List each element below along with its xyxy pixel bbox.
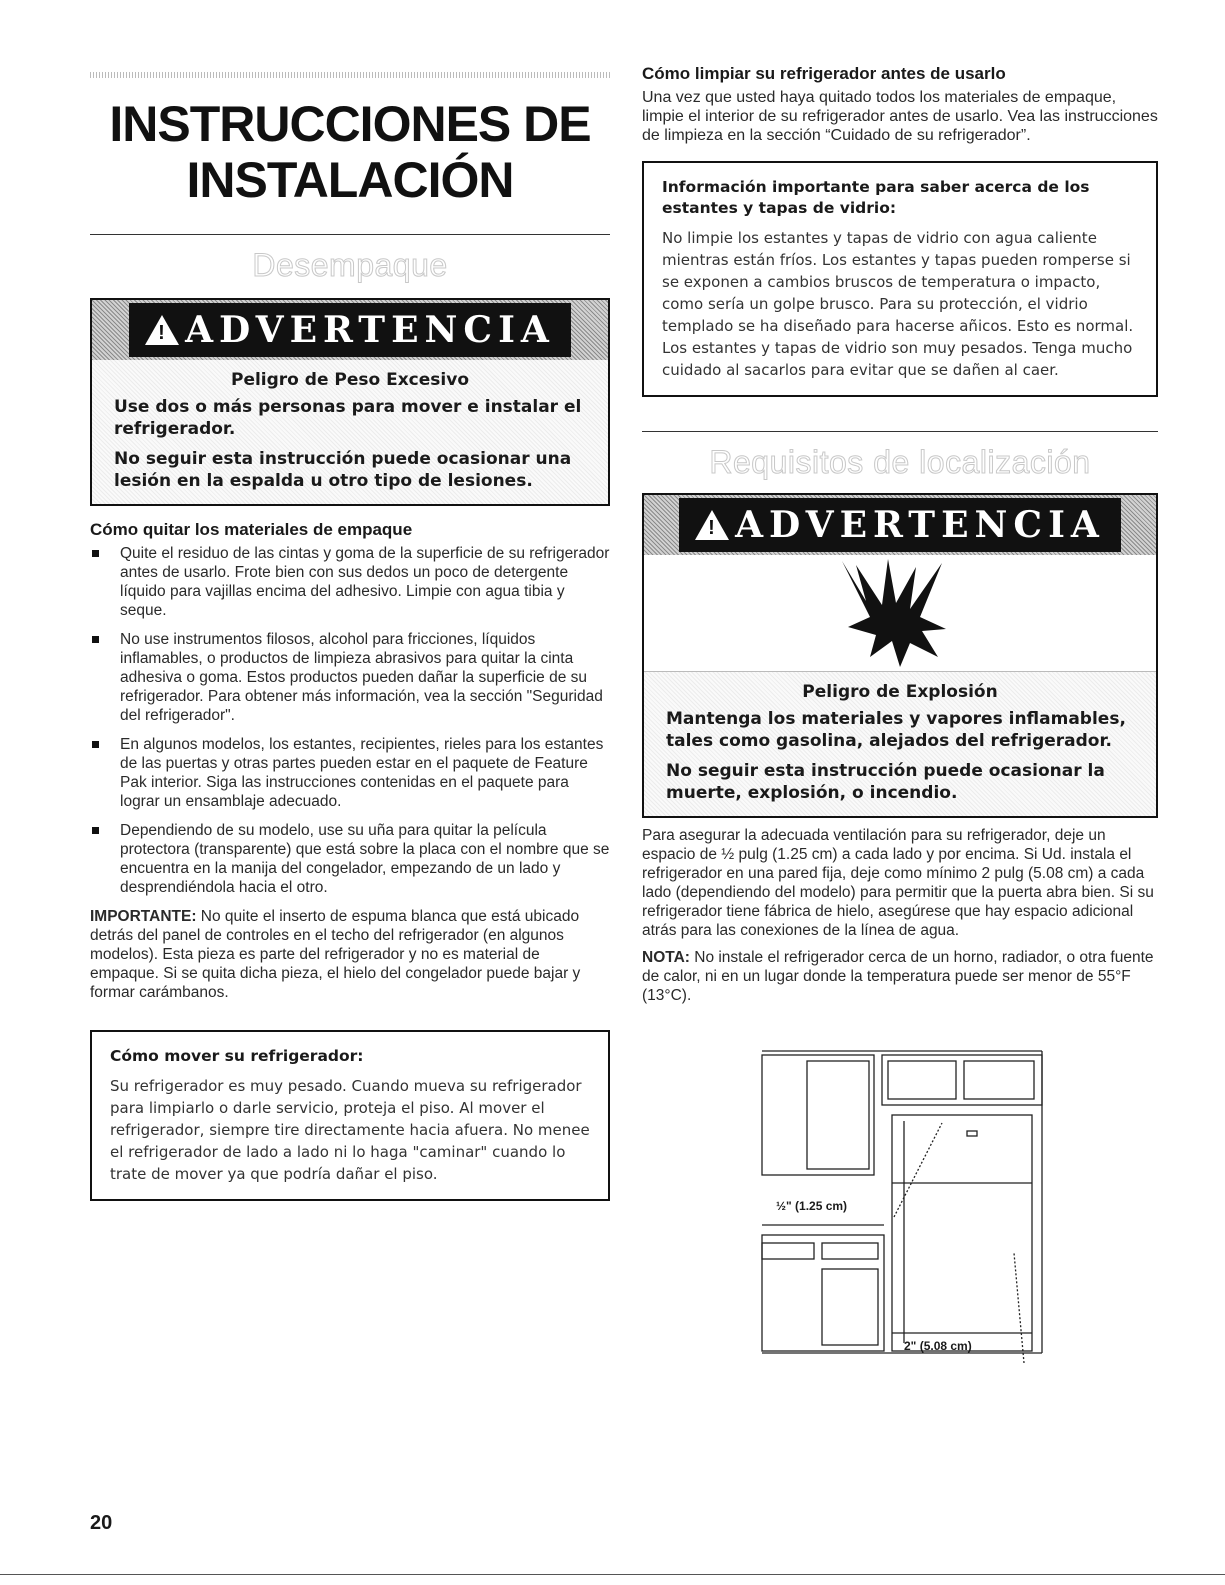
- section-divider: [90, 234, 610, 235]
- warning-line-2: No seguir esta instrucción puede ocasionar la muerte, explosión, o incendio.: [666, 761, 1105, 803]
- page-title: [90, 96, 610, 208]
- warning-hazard: Peligro de Peso Excesivo: [230, 370, 469, 390]
- left-column: [90, 64, 610, 1201]
- list-item-text: En algunos modelos, los estantes, recipientes, rieles para los estantes de las puertas y otras partes pueden estar en el paquete de Feature Pak interior. Siga las instrucciones contenidas en el paquete para lograr un ensamblaje adecuado.: [120, 736, 604, 810]
- important-note: [90, 907, 610, 1002]
- section-divider: [642, 431, 1158, 432]
- warning-banner: [644, 495, 1156, 555]
- kitchen-diagram-image: [642, 1013, 1158, 1363]
- explosion-symbol-area: [644, 555, 1156, 672]
- bullet-square-icon: [92, 741, 99, 748]
- warning-label-text: ADVERTENCIA: [185, 309, 555, 351]
- warning-triangle-icon: [695, 510, 729, 540]
- important-label: IMPORTANTE:: [90, 908, 197, 925]
- warning-label: [129, 303, 571, 357]
- section-title-requisitos: Requisitos de localización: [709, 444, 1091, 480]
- top-dotted-rule: [90, 72, 610, 78]
- title-line-1: INSTRUCCIONES DE: [109, 96, 591, 152]
- moving-box-text: Su refrigerador es muy pesado. Cuando mueva su refrigerador para limpiarlo o darle servicio, proteja el piso. Al mover el refrigerador, siempre tire directamente hacia afuera. No menee el refrigerador de lado a lado ni lo haga "caminar" cuando lo trate de mover ya que podría dañar el piso.: [110, 1077, 590, 1183]
- clearance-label-bottom: 2" (5.08 cm): [904, 1339, 972, 1353]
- list-item: [90, 821, 610, 897]
- bullet-square-icon: [92, 636, 99, 643]
- warning-banner: [92, 300, 608, 360]
- section-title-desempaque: Desempaque: [252, 247, 448, 283]
- ventilation-text: Para asegurar la adecuada ventilación para su refrigerador, deje un espacio de ½ pulg (1.25 cm) a cada lado y por encima. Si Ud. instala el refrigerador en una pared fija, deje como mínimo 2 pulg (5.08 cm) a cada lado (dependiendo del modelo) para permitir que la puerta abra bien. Si su refrigerador tiene fábrica de hielo, asegúrese que hay espacio adicional atrás para las conexiones de la línea de agua.: [642, 827, 1154, 939]
- warning-body: [644, 672, 1156, 816]
- warning-line-2: No seguir esta instrucción puede ocasionar una lesión en la espalda u otro tipo de lesiones.: [114, 449, 572, 491]
- explosion-icon: [830, 557, 970, 669]
- warning-label: [679, 498, 1121, 552]
- cleaning-text: Una vez que usted haya quitado todos los materiales de empaque, limpie el interior de su refrigerador antes de usarlo. Vea las instrucciones de limpieza en la sección “Cuidado de su refrigerador”.: [642, 89, 1158, 144]
- clearance-label-top: ½" (1.25 cm): [776, 1199, 848, 1213]
- cleaning-heading: Cómo limpiar su refrigerador antes de usarlo: [642, 64, 1006, 83]
- page-number: 20: [90, 1512, 113, 1534]
- list-item-text: Dependiendo de su modelo, use su uña para quitar la película protectora (transparente) que está sobre la placa con el nombre que se encuentra en la manija del congelador, empezando de un lado y desprendiéndola hacia el otro.: [120, 822, 610, 896]
- explosion-warning-box: [642, 493, 1158, 818]
- title-line-2: INSTALACIÓN: [186, 152, 514, 208]
- weight-warning-box: [90, 298, 610, 506]
- note-paragraph: [642, 948, 1158, 1005]
- bottom-rule: [0, 1574, 1225, 1575]
- note-text: No instale el refrigerador cerca de un horno, radiador, o otra fuente de calor, ni en un lugar donde la temperatura puede ser menor de 55°F (13°C).: [642, 949, 1154, 1004]
- clearance-diagram: [642, 1013, 1158, 1363]
- remove-packaging-heading: Cómo quitar los materiales de empaque: [90, 520, 413, 539]
- bullet-square-icon: [92, 827, 99, 834]
- list-item: [90, 630, 610, 725]
- list-item: [90, 735, 610, 811]
- list-item-text: Quite el residuo de las cintas y goma de la superficie de su refrigerador antes de usarlo. Frote bien con sus dedos un poco de detergente líquido para vajillas encima del adhesivo. Limpie con agua tibia y seque.: [120, 545, 610, 619]
- list-item: [90, 544, 610, 620]
- list-item-text: No use instrumentos filosos, alcohol para fricciones, líquidos inflamables, o productos de limpieza abrasivos para quitar la cinta adhesiva o goma. Estos productos pueden dañar la superficie de su refrigerador. Para obtener más información, vea la sección "Seguridad del refrigerador".: [120, 631, 603, 724]
- moving-box-title: Cómo mover su refrigerador:: [110, 1047, 364, 1065]
- warning-triangle-icon: [145, 315, 179, 345]
- glass-shelves-box: [642, 161, 1158, 397]
- glass-box-text: No limpie los estantes y tapas de vidrio con agua caliente mientras están fríos. Los estantes y tapas pueden romperse si se exponen a cambios bruscos de temperatura o impacto, como sería un golpe brusco. Para su protección, el vidrio templado se ha diseñado para hacerse añicos. Esto es normal. Los estantes y tapas de vidrio son muy pesados. Tenga mucho cuidado al sacarlos para evitar que se dañen al caer.: [662, 229, 1134, 379]
- note-label: NOTA:: [642, 949, 690, 966]
- important-text: No quite el inserto de espuma blanca que está ubicado detrás del panel de controles en el techo del refrigerador (en algunos modelos). Esta pieza es parte del refrigerador y no es material de empaque. Si se quita dicha pieza, el hielo del congelador puede bajar y formar carámbanos.: [90, 908, 581, 1001]
- glass-box-title: Información importante para saber acerca de los estantes y tapas de vidrio:: [662, 178, 1090, 217]
- right-column: [642, 64, 1158, 1363]
- bullet-square-icon: [92, 550, 99, 557]
- warning-hazard: Peligro de Explosión: [802, 682, 998, 702]
- warning-line-1: Use dos o más personas para mover e instalar el refrigerador.: [114, 397, 582, 439]
- remove-packaging-list: [90, 544, 610, 897]
- warning-line-1: Mantenga los materiales y vapores inflamables, tales como gasolina, alejados del refrigerador.: [666, 709, 1126, 751]
- warning-body: [92, 360, 608, 504]
- moving-refrigerator-box: [90, 1030, 610, 1201]
- warning-label-text: ADVERTENCIA: [735, 504, 1105, 546]
